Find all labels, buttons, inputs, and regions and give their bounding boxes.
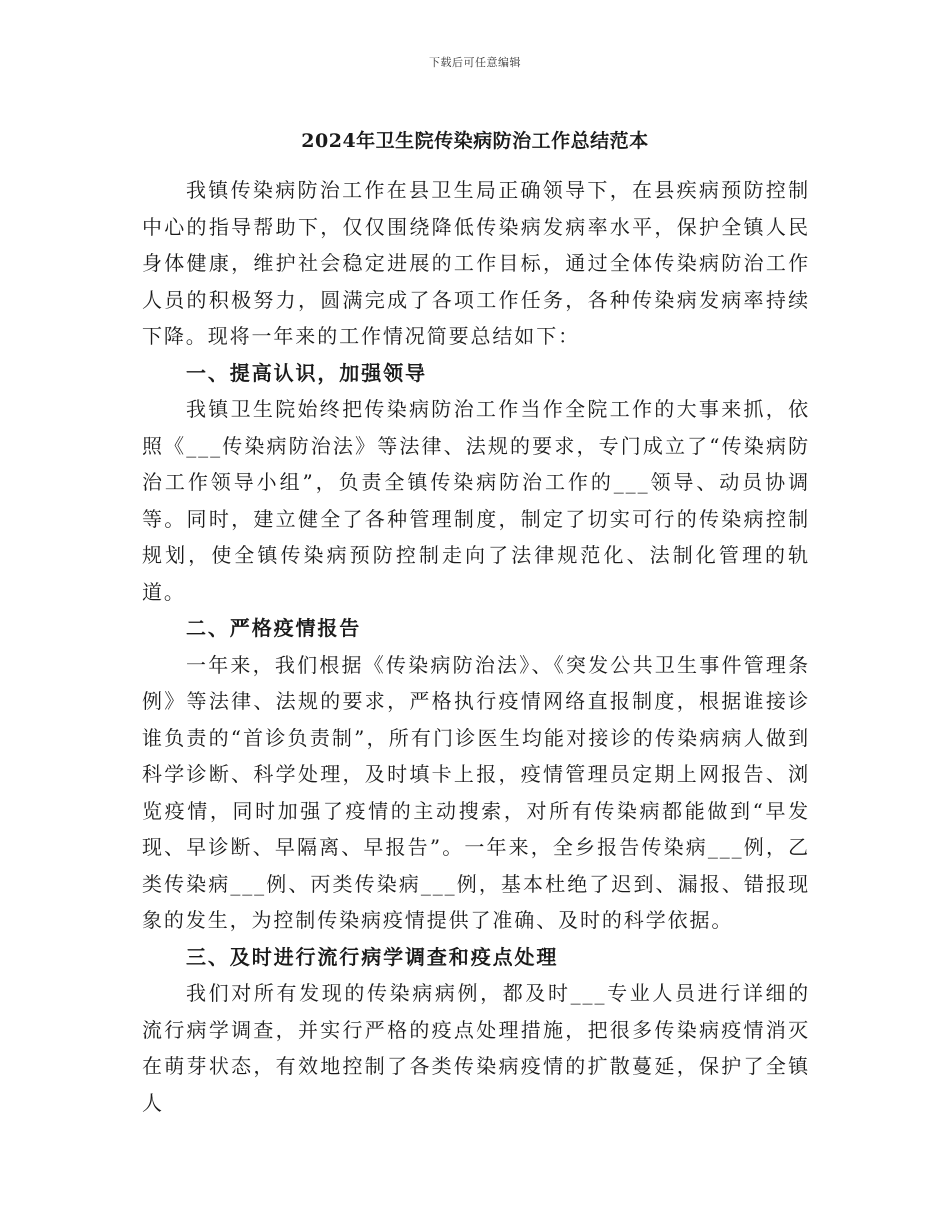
document-body — [142, 172, 810, 1121]
paragraph-section-2: 一年来，我们根据《传染病防治法》、《突发公共卫生事件管理条例》等法律、法规的要求，严格执行疫情网络直报制度，根据谁接诊谁负责的“首诊负责制”，所有门诊医生均能对接诊的传染病病人做到科学诊断、科学处理，及时填卡上报，疫情管理员定期上网报告、浏览疫情，同时加强了疫情的主动搜索，对所有传染病都能做到“早发现、早诊断、早隔离、早报告”。一年来，全乡报告传染病___例，乙类传染病___例、丙类传染病___例，基本杜绝了迟到、漏报、错报现象的发生，为控制传染病疫情提供了准确、及时的科学依据。 — [142, 652, 810, 932]
section-heading-1: 一、提高认识，加强领导 — [186, 360, 427, 385]
header-note: 下载后可任意编辑 — [429, 56, 521, 69]
paragraph-intro: 我镇传染病防治工作在县卫生局正确领导下，在县疾病预防控制中心的指导帮助下，仅仅围绕降低传染病发病率水平，保护全镇人民身体健康，维护社会稳定进展的工作目标，通过全体传染病防治工作人员的积极努力，圆满完成了各项工作任务，各种传染病发病率持续下降。现将一年来的工作情况简要总结如下： — [142, 178, 810, 348]
paragraph-section-3: 我们对所有发现的传染病病例，都及时___专业人员进行详细的流行病学调查，并实行严格的疫点处理措施，把很多传染病疫情消灭在萌芽状态，有效地控制了各类传染病疫情的扩散蔓延，保护了全镇人 — [142, 981, 810, 1115]
paragraph-section-1: 我镇卫生院始终把传染病防治工作当作全院工作的大事来抓，依照《___传染病防治法》等法律、法规的要求，专门成立了“传染病防治工作领导小组”，负责全镇传染病防治工作的___领导、动员协调等。同时，建立健全了各种管理制度，制定了切实可行的传染病控制规划，使全镇传染病预防控制走向了法律规范化、法制化管理的轨道。 — [142, 397, 810, 604]
section-heading-3: 三、及时进行流行病学调查和疫点处理 — [186, 944, 559, 969]
section-heading-2: 二、严格疫情报告 — [186, 616, 362, 640]
document-title: 2024年卫生院传染病防治工作总结范本 — [301, 130, 649, 152]
